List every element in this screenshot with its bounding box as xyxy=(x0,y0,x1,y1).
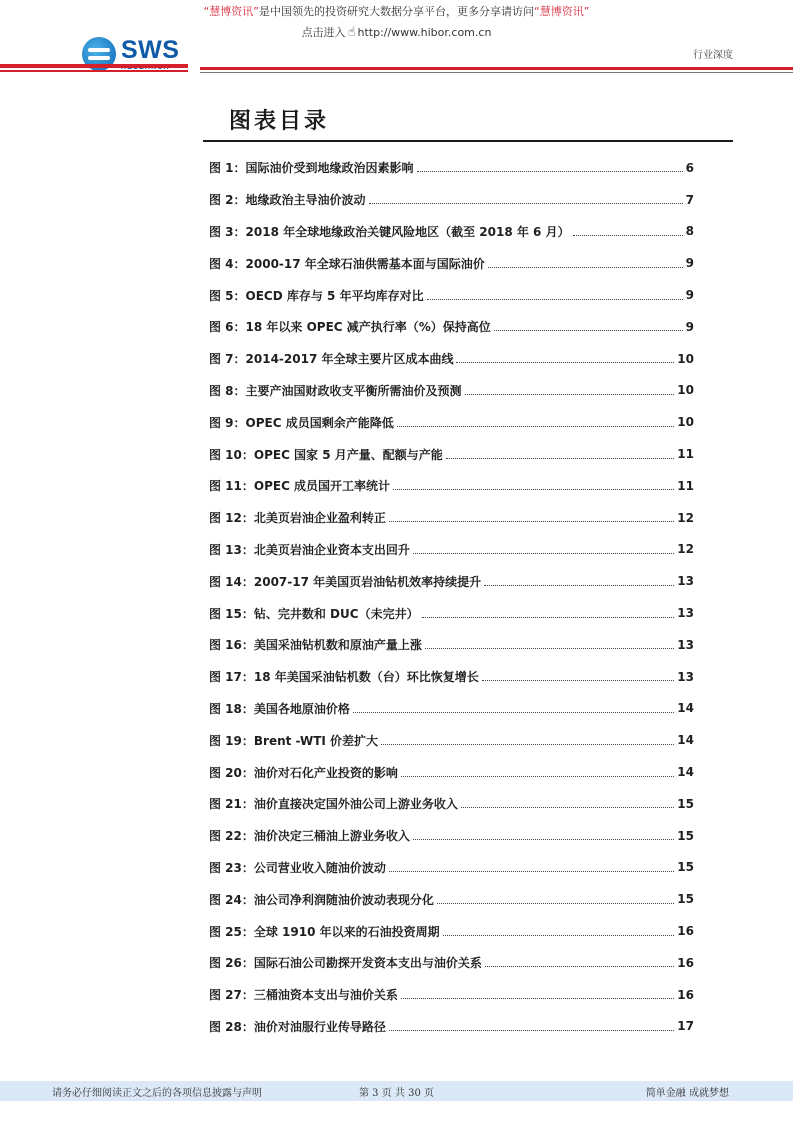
toc-entry-page: 14 xyxy=(677,765,694,780)
toc-entry[interactable] xyxy=(209,406,694,438)
toc-dot-leader xyxy=(417,171,683,172)
toc-dot-leader xyxy=(413,553,674,554)
footer-disclaimer: 请务必仔细阅读正文之后的各项信息披露与声明 xyxy=(52,1088,262,1099)
toc-dot-leader xyxy=(389,1030,674,1031)
toc-entry-page: 15 xyxy=(677,796,694,811)
toc-entry[interactable] xyxy=(209,597,694,629)
toc-entry[interactable] xyxy=(209,502,694,534)
toc-entry-label[interactable]: 图 23：公司营业收入随油价波动 xyxy=(209,860,386,875)
toc-dot-leader xyxy=(369,203,683,204)
toc-entry[interactable] xyxy=(209,247,694,279)
toc-entry-page: 16 xyxy=(677,924,694,939)
toc-dot-leader xyxy=(485,966,674,967)
toc-dot-leader xyxy=(422,617,675,618)
toc-entry-page: 9 xyxy=(685,288,694,303)
document-type-label: 行业深度 xyxy=(693,50,733,61)
toc-dot-leader xyxy=(494,330,683,331)
toc-entry-label[interactable]: 图 20：油价对石化产业投资的影响 xyxy=(209,765,398,780)
toc-dot-leader xyxy=(401,998,674,999)
toc-entry-label[interactable]: 图 15：钻、完井数和 DUC（未完井） xyxy=(209,606,419,621)
banner-url-link[interactable]: http://www.hibor.com.cn xyxy=(357,26,492,39)
toc-entry[interactable] xyxy=(209,534,694,566)
toc-entry[interactable] xyxy=(209,343,694,375)
toc-entry-page: 7 xyxy=(685,192,694,207)
toc-entry[interactable] xyxy=(209,756,694,788)
toc-dot-leader xyxy=(488,267,683,268)
toc-entry[interactable] xyxy=(209,152,694,184)
toc-entry-label[interactable]: 图 28：油价对油服行业传导路径 xyxy=(209,1019,386,1034)
toc-entry-page: 10 xyxy=(677,351,694,366)
toc-dot-leader xyxy=(437,903,674,904)
toc-entry-label[interactable]: 图 8：主要产油国财政收支平衡所需油价及预测 xyxy=(209,383,462,398)
toc-entry-page: 17 xyxy=(677,1019,694,1034)
toc-entry-label[interactable]: 图 27：三桶油资本支出与油价关系 xyxy=(209,988,398,1003)
toc-dot-leader xyxy=(427,299,683,300)
toc-entry-page: 14 xyxy=(677,733,694,748)
toc-entry-page: 15 xyxy=(677,860,694,875)
toc-entry-label[interactable]: 图 21：油价直接决定国外油公司上游业务收入 xyxy=(209,797,458,812)
toc-entry-label[interactable]: 图 6：18 年以来 OPEC 减产执行率（%）保持高位 xyxy=(209,320,491,335)
toc-dot-leader xyxy=(353,712,674,713)
toc-entry-label[interactable]: 图 18：美国各地原油价格 xyxy=(209,701,350,716)
toc-entry[interactable] xyxy=(209,470,694,502)
toc-dot-leader xyxy=(446,458,675,459)
toc-entry[interactable] xyxy=(209,661,694,693)
footer-slogan: 简单金融 成就梦想 xyxy=(645,1088,729,1099)
toc-dot-leader xyxy=(381,744,674,745)
toc-entry-label[interactable]: 图 11：OPEC 成员国开工率统计 xyxy=(209,479,391,494)
toc-entry-page: 13 xyxy=(677,637,694,652)
toc-dot-leader xyxy=(425,648,674,649)
toc-entry-page: 12 xyxy=(677,510,694,525)
toc-entry-label[interactable]: 图 9：OPEC 成员国剩余产能降低 xyxy=(209,415,394,430)
toc-entry-label[interactable]: 图 24：油公司净利润随油价波动表现分化 xyxy=(209,892,434,907)
header-rule xyxy=(0,64,793,74)
toc-entry[interactable] xyxy=(209,311,694,343)
toc-entry[interactable] xyxy=(209,724,694,756)
banner-brand-end[interactable]: “慧博资讯” xyxy=(534,5,590,18)
toc-entry[interactable] xyxy=(209,788,694,820)
toc-dot-leader xyxy=(397,426,675,427)
toc-entry-label[interactable]: 图 2：地缘政治主导油价波动 xyxy=(209,193,366,208)
toc-entry[interactable] xyxy=(209,438,694,470)
toc-entry-page: 9 xyxy=(685,256,694,271)
toc-dot-leader xyxy=(389,871,674,872)
toc-entry[interactable] xyxy=(209,629,694,661)
toc-entry-label[interactable]: 图 14：2007-17 年美国页岩油钻机效率持续提升 xyxy=(209,574,482,589)
toc-entry[interactable] xyxy=(209,820,694,852)
toc-dot-leader xyxy=(484,585,674,586)
toc-entry-page: 9 xyxy=(685,319,694,334)
toc-entry-page: 13 xyxy=(677,574,694,589)
toc-entry-label[interactable]: 图 5：OECD 库存与 5 年平均库存对比 xyxy=(209,288,424,303)
top-promo-banner xyxy=(0,4,793,19)
toc-entry-label[interactable]: 图 25：全球 1910 年以来的石油投资周期 xyxy=(209,924,440,939)
toc-entry-label[interactable]: 图 22：油价决定三桶油上游业务收入 xyxy=(209,829,410,844)
toc-entry-page: 15 xyxy=(677,892,694,907)
toc-entry-page: 13 xyxy=(677,669,694,684)
toc-dot-leader xyxy=(573,235,683,236)
footer-page-number: 第 3 页 共 30 页 xyxy=(359,1088,434,1099)
toc-entry-label[interactable]: 图 17：18 年美国采油钻机数（台）环比恢复增长 xyxy=(209,670,479,685)
toc-entry[interactable] xyxy=(209,375,694,407)
toc-title-rule xyxy=(203,140,733,142)
banner-text: 是中国领先的投资研究大数据分享平台，更多分享请访问 xyxy=(259,5,534,18)
toc-entry-label[interactable]: 图 10：OPEC 国家 5 月产量、配额与产能 xyxy=(209,447,443,462)
toc-dot-leader xyxy=(465,394,675,395)
banner-brand[interactable]: “慧博资讯” xyxy=(203,5,259,18)
toc-dot-leader xyxy=(389,521,674,522)
toc-entry-label[interactable]: 图 7：2014-2017 年全球主要片区成本曲线 xyxy=(209,352,454,367)
toc-dot-leader xyxy=(482,680,675,681)
toc-entry-page: 13 xyxy=(677,606,694,621)
toc-entry-label[interactable]: 图 3：2018 年全球地缘政治关键风险地区（截至 2018 年 6 月） xyxy=(209,224,570,239)
toc-entry-page: 11 xyxy=(677,478,694,493)
toc-entry[interactable] xyxy=(209,979,694,1011)
banner-link-prefix: 点击进入 xyxy=(301,26,346,39)
toc-dot-leader xyxy=(401,776,674,777)
logo-main-text: SWS xyxy=(121,35,180,64)
toc-entry-page: 16 xyxy=(677,955,694,970)
toc-entry[interactable] xyxy=(209,1011,694,1043)
toc-entry-label[interactable]: 图 1：国际油价受到地缘政治因素影响 xyxy=(209,161,414,176)
toc-entry-label[interactable]: 图 19：Brent -WTI 价差扩大 xyxy=(209,733,379,748)
toc-entry[interactable] xyxy=(209,216,694,248)
toc-entry-page: 8 xyxy=(685,224,694,239)
toc-entry-page: 12 xyxy=(677,542,694,557)
toc-entry[interactable] xyxy=(209,184,694,216)
toc-entry-page: 15 xyxy=(677,828,694,843)
toc-entry[interactable] xyxy=(209,565,694,597)
toc-list xyxy=(209,152,694,1042)
page-footer xyxy=(0,1081,793,1101)
toc-entry[interactable] xyxy=(209,883,694,915)
toc-entry[interactable] xyxy=(209,852,694,884)
toc-entry-page: 6 xyxy=(685,160,694,175)
toc-entry-page: 16 xyxy=(677,987,694,1002)
toc-title: 图表目录 xyxy=(229,108,330,134)
toc-dot-leader xyxy=(393,489,674,490)
toc-entry-label[interactable]: 图 16：美国采油钻机数和原油产量上涨 xyxy=(209,638,422,653)
toc-entry[interactable] xyxy=(209,693,694,725)
toc-dot-leader xyxy=(461,807,674,808)
toc-entry-page: 11 xyxy=(677,447,694,462)
toc-entry[interactable] xyxy=(209,947,694,979)
toc-entry-page: 14 xyxy=(677,701,694,716)
toc-entry-page: 10 xyxy=(677,415,694,430)
pointer-hand-icon: ☝ xyxy=(347,25,356,40)
toc-entry-label[interactable]: 图 13：北美页岩油企业资本支出回升 xyxy=(209,542,410,557)
toc-dot-leader xyxy=(413,839,674,840)
toc-entry-label[interactable]: 图 12：北美页岩油企业盈利转正 xyxy=(209,511,386,526)
toc-entry[interactable] xyxy=(209,915,694,947)
toc-dot-leader xyxy=(443,935,675,936)
toc-entry-label[interactable]: 图 26：国际石油公司勘探开发资本支出与油价关系 xyxy=(209,956,482,971)
toc-entry-label[interactable]: 图 4：2000-17 年全球石油供需基本面与国际油价 xyxy=(209,256,485,271)
toc-dot-leader xyxy=(456,362,674,363)
toc-entry-page: 10 xyxy=(677,383,694,398)
toc-entry[interactable] xyxy=(209,279,694,311)
